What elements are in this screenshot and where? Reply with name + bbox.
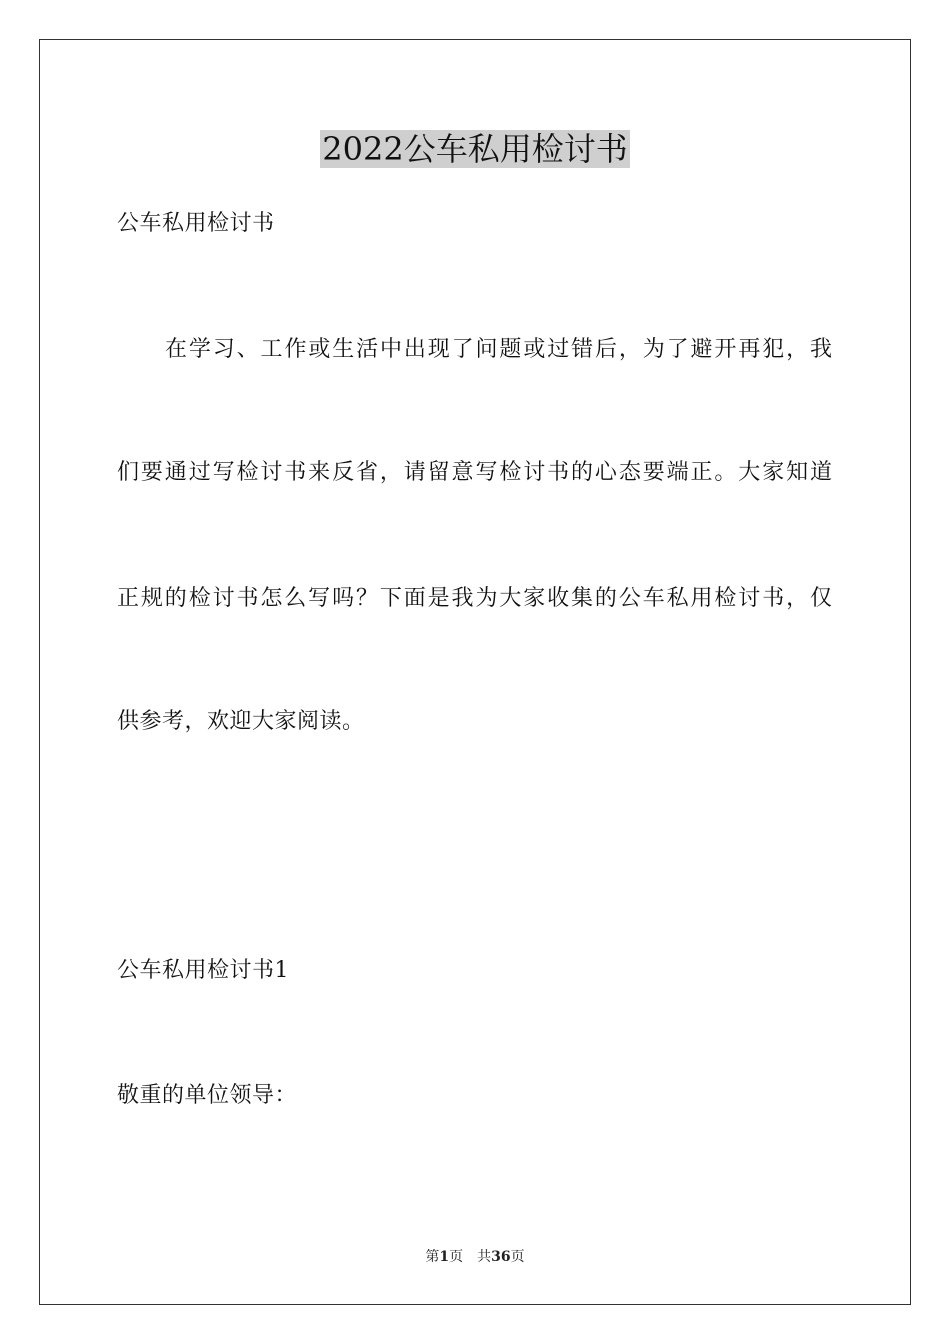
footer-page-prefix: 第: [425, 1249, 440, 1265]
intro-line-2: 们要通过写检讨书来反省，请留意写检讨书的心态要端正。大家知道: [117, 460, 832, 485]
footer-page-suffix: 页: [449, 1249, 464, 1265]
section-heading: 公车私用检讨书1: [117, 958, 289, 983]
footer-total-suffix: 页: [510, 1249, 525, 1265]
salutation: 敬重的单位领导：: [117, 1083, 298, 1108]
footer-page-number: 1: [439, 1249, 450, 1265]
document-title-text: 2022公车私用检讨书: [322, 130, 628, 168]
page-footer: [0, 1247, 950, 1267]
document-subtitle: 公车私用检讨书: [117, 211, 275, 236]
intro-line-3: 正规的检讨书怎么写吗？下面是我为大家收集的公车私用检讨书，仅: [117, 586, 832, 611]
footer-total-prefix: 共: [477, 1249, 492, 1265]
intro-line-4: 供参考，欢迎大家阅读。: [117, 709, 365, 734]
document-title: [0, 126, 950, 172]
intro-line-1: 在学习、工作或生活中出现了问题或过错后，为了避开再犯，我: [165, 337, 832, 362]
footer-total-pages: 36: [491, 1249, 511, 1265]
